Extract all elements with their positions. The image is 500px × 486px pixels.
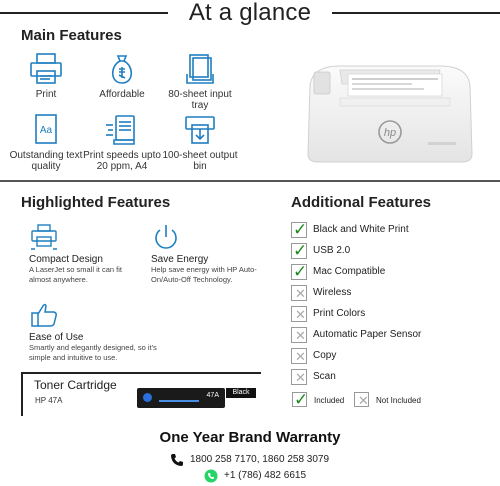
main-feature-output-bin [160, 113, 240, 172]
highlight-name: Compact Design [29, 254, 103, 265]
svg-text:hp: hp [383, 127, 397, 139]
cross-icon: ✕ [358, 393, 369, 408]
document-icon [28, 113, 64, 147]
additional-features-title: Additional Features [291, 194, 432, 211]
checkbox-icon [291, 264, 307, 280]
printer-icon [28, 52, 64, 86]
highlight-description: Smartly and elegantly designed, so it's simple and intuitive to use. [29, 343, 157, 362]
cartridge-stripe [159, 400, 199, 402]
main-feature-text-quality [6, 113, 86, 172]
thumbs-up-icon [29, 300, 59, 330]
whatsapp-icon [204, 469, 218, 483]
toner-cartridge-image [137, 388, 225, 408]
highlight-name: Ease of Use [29, 332, 84, 343]
phone-numbers: 1800 258 7170, 1860 258 3079 [190, 454, 330, 465]
main-features-title: Main Features [21, 27, 122, 44]
feature-label: Copy [313, 350, 337, 361]
cross-icon: ✕ [295, 349, 306, 364]
compact-printer-icon [29, 222, 59, 252]
speed-print-icon [104, 113, 140, 147]
feature-label: Print Colors [313, 308, 366, 319]
whatsapp-number: +1 (786) 482 6615 [224, 470, 307, 481]
checkbox-icon [291, 369, 307, 385]
main-feature-label: 100-sheet output bin [162, 150, 238, 172]
page-title: At a glance [188, 0, 312, 26]
legend-not-included-label: Not Included [376, 396, 421, 405]
cross-icon: ✕ [295, 307, 306, 322]
highlight-ease-of-use [29, 300, 157, 363]
section-divider [0, 180, 500, 182]
power-icon [151, 222, 181, 252]
checkbox-icon [291, 285, 307, 301]
check-icon: ✓ [294, 390, 309, 409]
highlight-compact-design [29, 222, 141, 285]
check-icon: ✓ [293, 241, 308, 260]
legend-included-label: Included [314, 396, 345, 405]
feature-label: Scan [313, 371, 336, 382]
feature-label: USB 2.0 [313, 245, 351, 256]
header-rule-left [0, 12, 168, 14]
main-feature-label: Print [35, 89, 57, 100]
highlight-description: A LaserJet so small it can fit almost anywhere. [29, 265, 122, 284]
main-feature-input-tray [160, 52, 240, 111]
main-feature-print-speed [82, 113, 162, 172]
main-feature-affordable [82, 52, 162, 100]
checkbox-icon [291, 243, 307, 259]
main-feature-print [6, 52, 86, 100]
cross-icon: ✕ [295, 286, 306, 301]
checkbox-icon [291, 306, 307, 322]
feature-label: Automatic Paper Sensor [313, 329, 422, 340]
main-feature-label: Print speeds upto 20 ppm, A4 [83, 150, 161, 172]
main-feature-label: 80-sheet input tray [168, 89, 232, 111]
checkbox-icon [292, 392, 307, 407]
checkbox-icon [291, 222, 307, 238]
cross-icon: ✕ [295, 328, 306, 343]
toner-color-label: Black [226, 388, 256, 398]
feature-label: Mac Compatible [313, 266, 386, 277]
toner-title: Toner Cartridge [34, 378, 117, 392]
main-feature-label: Affordable [99, 89, 145, 100]
output-bin-icon [182, 113, 218, 147]
money-bag-icon [104, 52, 140, 86]
feature-label: Black and White Print [313, 224, 409, 235]
cross-icon: ✕ [295, 370, 306, 385]
feature-label: Wireless [313, 287, 352, 298]
main-feature-label: Outstanding text quality [9, 150, 83, 172]
check-icon: ✓ [293, 220, 308, 239]
hp-logo-icon [143, 393, 152, 402]
checkbox-icon [354, 392, 369, 407]
cartridge-code: 47A [206, 392, 219, 399]
phone-icon [170, 453, 184, 467]
check-icon: ✓ [293, 262, 308, 281]
printer-product-image [300, 58, 478, 164]
checkbox-icon [291, 327, 307, 343]
highlighted-features-title: Highlighted Features [21, 194, 171, 211]
highlight-name: Save Energy [151, 254, 209, 265]
svg-text:Aa: Aa [39, 125, 53, 136]
highlight-save-energy [151, 222, 276, 285]
toner-model: HP 47A [35, 396, 63, 405]
paper-tray-icon [182, 52, 218, 86]
warranty-title: One Year Brand Warranty [159, 429, 341, 446]
checkbox-icon [291, 348, 307, 364]
header-rule-right [332, 12, 500, 14]
highlight-description: Help save energy with HP Auto-On/Auto-Off Technology. [151, 265, 257, 284]
